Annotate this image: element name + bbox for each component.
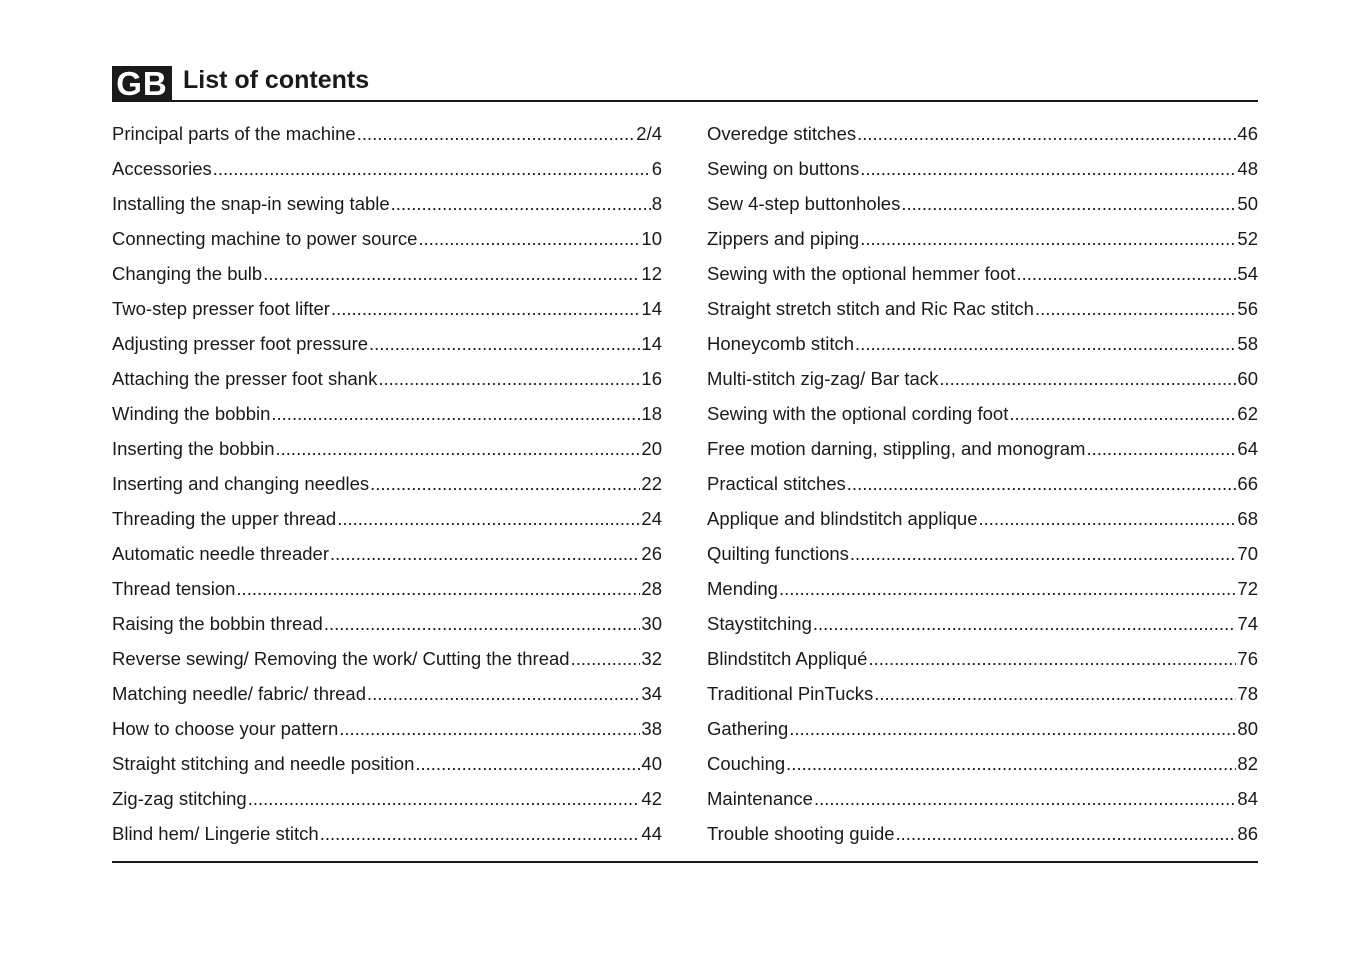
toc-entry-page: 24 xyxy=(641,508,662,529)
toc-entry[interactable] xyxy=(112,676,662,711)
toc-entry-label: Gathering xyxy=(707,718,789,739)
toc-entry[interactable] xyxy=(707,816,1258,851)
toc-dot-leader xyxy=(855,326,1236,361)
toc-entry-page: 50 xyxy=(1237,193,1258,214)
toc-entry-label: Sewing on buttons xyxy=(707,158,860,179)
toc-entry-label: Thread tension xyxy=(112,578,236,599)
toc-dot-leader xyxy=(1009,396,1236,431)
toc-entry[interactable] xyxy=(112,221,662,256)
toc-entry-label: Automatic needle threader xyxy=(112,543,329,564)
toc-dot-leader xyxy=(415,746,640,781)
toc-entry[interactable] xyxy=(112,431,662,466)
toc-entry-label: Inserting and changing needles xyxy=(112,473,370,494)
toc-entry-page: 66 xyxy=(1237,473,1258,494)
language-badge: GB xyxy=(112,66,172,100)
toc-entry-page: 10 xyxy=(641,228,662,249)
toc-entry-page: 56 xyxy=(1237,298,1258,319)
page-header xyxy=(112,64,1258,102)
toc-entry[interactable] xyxy=(707,781,1258,816)
toc-entry[interactable] xyxy=(112,606,662,641)
toc-dot-leader xyxy=(418,221,640,256)
toc-entry[interactable] xyxy=(112,641,662,676)
toc-entry-label: Matching needle/ fabric/ thread xyxy=(112,683,367,704)
footer-divider xyxy=(112,861,1258,863)
toc-entry[interactable] xyxy=(112,291,662,326)
toc-entry-label: Blind hem/ Lingerie stitch xyxy=(112,823,319,844)
toc-entry-label: Inserting the bobbin xyxy=(112,438,275,459)
toc-entry-label: Installing the snap-in sewing table xyxy=(112,193,390,214)
toc-entry[interactable] xyxy=(707,536,1258,571)
toc-entry-page: 84 xyxy=(1237,788,1258,809)
toc-entry[interactable] xyxy=(707,431,1258,466)
toc-dot-leader xyxy=(857,116,1236,151)
toc-entry-label: Blindstitch Appliqué xyxy=(707,648,868,669)
toc-dot-leader xyxy=(571,641,641,676)
toc-entry[interactable] xyxy=(707,326,1258,361)
toc-entry-label: Attaching the presser foot shank xyxy=(112,368,378,389)
toc-entry-page: 40 xyxy=(641,753,662,774)
toc-dot-leader xyxy=(850,536,1237,571)
toc-entry-page: 48 xyxy=(1237,158,1258,179)
toc-entry[interactable] xyxy=(707,291,1258,326)
toc-entry[interactable] xyxy=(707,221,1258,256)
toc-entry-label: Winding the bobbin xyxy=(112,403,271,424)
toc-dot-leader xyxy=(271,396,640,431)
toc-entry-label: Free motion darning, stippling, and monogram xyxy=(707,438,1086,459)
toc-entry[interactable] xyxy=(112,816,662,851)
toc-entry-label: Multi-stitch zig-zag/ Bar tack xyxy=(707,368,939,389)
toc-entry-label: Adjusting presser foot pressure xyxy=(112,333,369,354)
toc-entry[interactable] xyxy=(112,711,662,746)
toc-dot-leader xyxy=(263,256,640,291)
toc-entry-label: Overedge stitches xyxy=(707,123,857,144)
toc-entry-label: Practical stitches xyxy=(707,473,846,494)
toc-entry-label: Sewing with the optional cording foot xyxy=(707,403,1009,424)
toc-dot-leader xyxy=(1017,256,1237,291)
toc-entry-label: Zig-zag stitching xyxy=(112,788,247,809)
toc-entry-label: Honeycomb stitch xyxy=(707,333,855,354)
toc-entry-page: 80 xyxy=(1237,718,1258,739)
toc-dot-leader xyxy=(901,186,1236,221)
toc-entry[interactable] xyxy=(112,746,662,781)
toc-entry-page: 76 xyxy=(1237,648,1258,669)
toc-entry[interactable] xyxy=(112,361,662,396)
toc-dot-leader xyxy=(860,151,1236,186)
toc-dot-leader xyxy=(378,361,640,396)
toc-entry-label: Trouble shooting guide xyxy=(707,823,895,844)
toc-entry-label: Straight stitching and needle position xyxy=(112,753,415,774)
toc-entry-page: 6 xyxy=(651,158,662,179)
toc-entry[interactable] xyxy=(707,676,1258,711)
toc-entry[interactable] xyxy=(707,501,1258,536)
toc-entry-page: 54 xyxy=(1237,263,1258,284)
toc-entry-label: Traditional PinTucks xyxy=(707,683,874,704)
toc-dot-leader xyxy=(337,501,640,536)
toc-entry-page: 32 xyxy=(641,648,662,669)
toc-entry[interactable] xyxy=(707,746,1258,781)
toc-entry[interactable] xyxy=(707,396,1258,431)
toc-entry[interactable] xyxy=(707,186,1258,221)
toc-entry[interactable] xyxy=(112,781,662,816)
toc-entry[interactable] xyxy=(112,571,662,606)
toc-dot-leader xyxy=(939,361,1236,396)
toc-entry-page: 16 xyxy=(641,368,662,389)
toc-entry-page: 14 xyxy=(641,333,662,354)
toc-entry-label: Maintenance xyxy=(707,788,813,809)
toc-dot-leader xyxy=(213,151,651,186)
toc-dot-leader xyxy=(1086,431,1236,466)
toc-dot-leader xyxy=(330,536,640,571)
toc-entry-label: Mending xyxy=(707,578,778,599)
toc-entry[interactable] xyxy=(112,256,662,291)
toc-entry-label: Applique and blindstitch applique xyxy=(707,508,978,529)
toc-dot-leader xyxy=(860,221,1236,256)
toc-entry-label: Zippers and piping xyxy=(707,228,860,249)
toc-dot-leader xyxy=(868,641,1236,676)
contents-column-left xyxy=(112,116,662,851)
toc-entry[interactable] xyxy=(112,466,662,501)
toc-entry-page: 44 xyxy=(641,823,662,844)
toc-entry-page: 12 xyxy=(641,263,662,284)
toc-entry-page: 20 xyxy=(641,438,662,459)
toc-entry-page: 72 xyxy=(1237,578,1258,599)
toc-dot-leader xyxy=(847,466,1237,501)
toc-entry[interactable] xyxy=(112,116,662,151)
toc-entry-label: Couching xyxy=(707,753,786,774)
toc-entry[interactable] xyxy=(707,466,1258,501)
toc-entry[interactable] xyxy=(707,116,1258,151)
toc-entry-label: Accessories xyxy=(112,158,212,179)
toc-entry[interactable] xyxy=(112,151,662,186)
toc-entry-page: 68 xyxy=(1237,508,1258,529)
toc-entry-page: 8 xyxy=(651,193,662,214)
contents-column-right xyxy=(707,116,1258,851)
toc-entry-label: Sew 4-step buttonholes xyxy=(707,193,901,214)
toc-dot-leader xyxy=(339,711,640,746)
toc-dot-leader xyxy=(367,676,640,711)
toc-entry-label: Sewing with the optional hemmer foot xyxy=(707,263,1016,284)
toc-entry-label: Changing the bulb xyxy=(112,263,263,284)
toc-entry-page: 64 xyxy=(1237,438,1258,459)
toc-dot-leader xyxy=(786,746,1236,781)
page-title: List of contents xyxy=(183,66,370,94)
toc-entry-label: Principal parts of the machine xyxy=(112,123,356,144)
toc-entry[interactable] xyxy=(707,711,1258,746)
toc-entry-label: Raising the bobbin thread xyxy=(112,613,323,634)
toc-entry-label: Staystitching xyxy=(707,613,812,634)
toc-dot-leader xyxy=(813,606,1237,641)
toc-dot-leader xyxy=(391,186,651,221)
toc-dot-leader xyxy=(370,466,640,501)
toc-dot-leader xyxy=(979,501,1237,536)
toc-entry-label: Reverse sewing/ Removing the work/ Cutting the thread xyxy=(112,648,570,669)
toc-entry[interactable] xyxy=(707,256,1258,291)
toc-entry-page: 58 xyxy=(1237,333,1258,354)
toc-dot-leader xyxy=(874,676,1236,711)
toc-dot-leader xyxy=(357,116,636,151)
toc-entry[interactable] xyxy=(112,501,662,536)
toc-entry-page: 62 xyxy=(1237,403,1258,424)
toc-entry-page: 74 xyxy=(1237,613,1258,634)
toc-dot-leader xyxy=(896,816,1237,851)
toc-dot-leader xyxy=(324,606,641,641)
toc-entry-page: 22 xyxy=(641,473,662,494)
toc-dot-leader xyxy=(331,291,640,326)
toc-dot-leader xyxy=(236,571,640,606)
toc-dot-leader xyxy=(320,816,641,851)
toc-entry-page: 82 xyxy=(1237,753,1258,774)
toc-entry-label: Connecting machine to power source xyxy=(112,228,418,249)
toc-entry-page: 28 xyxy=(641,578,662,599)
toc-entry-page: 70 xyxy=(1237,543,1258,564)
toc-entry-page: 42 xyxy=(641,788,662,809)
toc-entry-label: How to choose your pattern xyxy=(112,718,339,739)
toc-entry-page: 86 xyxy=(1237,823,1258,844)
toc-entry[interactable] xyxy=(707,606,1258,641)
toc-entry-page: 26 xyxy=(641,543,662,564)
toc-entry[interactable] xyxy=(112,186,662,221)
toc-dot-leader xyxy=(369,326,640,361)
toc-entry-page: 30 xyxy=(641,613,662,634)
toc-entry[interactable] xyxy=(707,151,1258,186)
toc-entry-page: 38 xyxy=(641,718,662,739)
toc-entry-label: Quilting functions xyxy=(707,543,849,564)
toc-entry-label: Two-step presser foot lifter xyxy=(112,298,330,319)
toc-dot-leader xyxy=(248,781,641,816)
toc-dot-leader xyxy=(276,431,641,466)
toc-entry[interactable] xyxy=(112,536,662,571)
toc-entry[interactable] xyxy=(112,326,662,361)
toc-entry-page: 34 xyxy=(641,683,662,704)
toc-entry[interactable] xyxy=(707,571,1258,606)
toc-entry-page: 14 xyxy=(641,298,662,319)
toc-entry[interactable] xyxy=(112,396,662,431)
toc-dot-leader xyxy=(779,571,1236,606)
toc-entry-page: 52 xyxy=(1237,228,1258,249)
toc-entry-label: Straight stretch stitch and Ric Rac stitch xyxy=(707,298,1034,319)
toc-entry-page: 18 xyxy=(641,403,662,424)
toc-entry-page: 60 xyxy=(1237,368,1258,389)
toc-dot-leader xyxy=(1035,291,1236,326)
toc-dot-leader xyxy=(814,781,1236,816)
toc-entry-page: 2/4 xyxy=(636,123,662,144)
toc-dot-leader xyxy=(789,711,1236,746)
toc-entry-label: Threading the upper thread xyxy=(112,508,337,529)
toc-entry-page: 46 xyxy=(1237,123,1258,144)
toc-entry[interactable] xyxy=(707,361,1258,396)
toc-entry[interactable] xyxy=(707,641,1258,676)
toc-entry-page: 78 xyxy=(1237,683,1258,704)
